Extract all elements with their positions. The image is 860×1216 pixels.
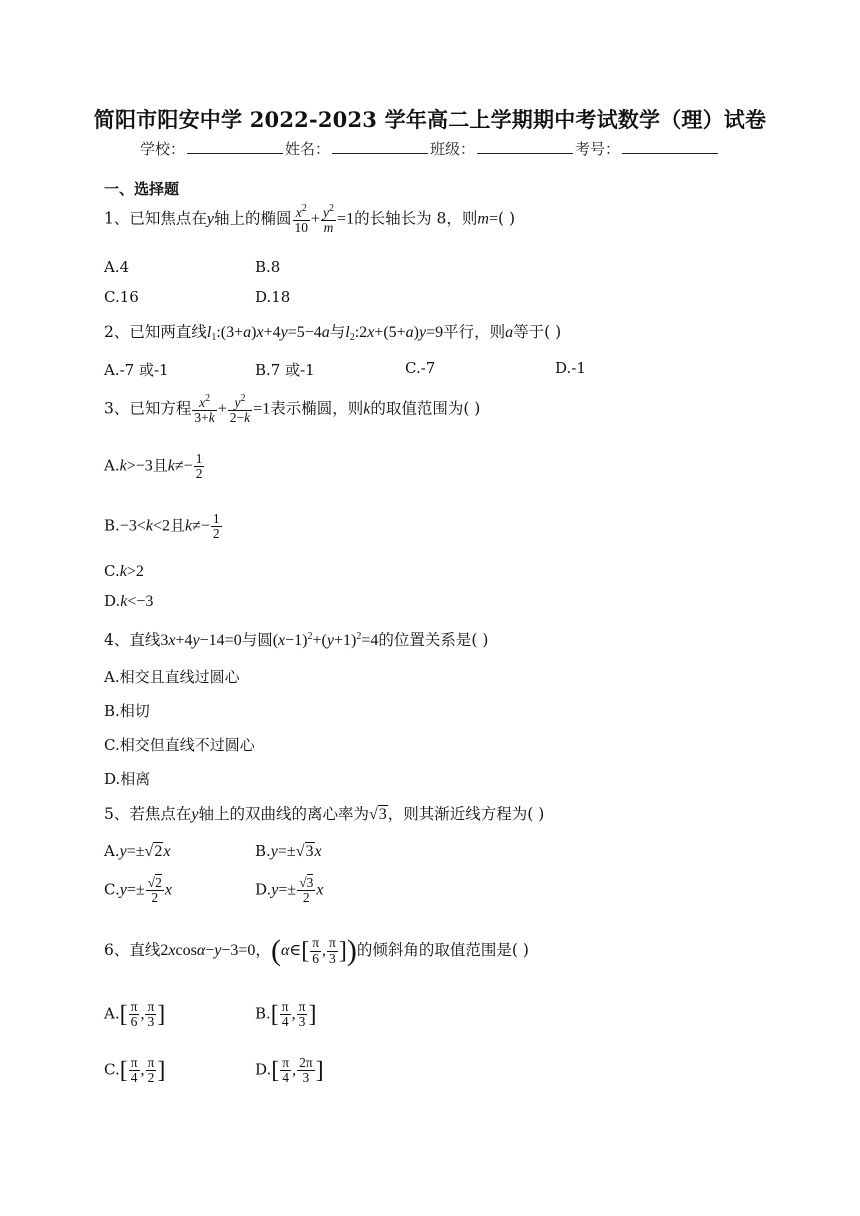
class-blank[interactable] xyxy=(477,139,573,154)
math-expression: 3x+4y−14=0 xyxy=(160,632,242,649)
option-c[interactable]: C.y=± $\frac{√2}{2}$ x xyxy=(104,875,172,906)
question-number: 5、 xyxy=(104,805,130,823)
stem-text: ， xyxy=(255,941,271,959)
and-text: 且 xyxy=(169,516,185,535)
exam-no-blank[interactable] xyxy=(622,139,718,154)
school-blank[interactable] xyxy=(187,139,283,154)
math-sqrt: √3 xyxy=(369,806,387,823)
option-d[interactable]: D.相离 xyxy=(104,770,151,788)
math-fraction: $\frac{1}{2}$ xyxy=(212,511,220,542)
question-number: 4、 xyxy=(104,631,130,649)
stem-variable: a xyxy=(505,324,514,341)
student-info-line xyxy=(0,138,860,159)
math-fraction: $\frac{\pi}{3}$ xyxy=(147,999,155,1030)
stem-text: 平行，则 xyxy=(443,323,506,341)
question-number: 1、 xyxy=(104,209,130,228)
option-b[interactable]: B.y=±√3x xyxy=(255,842,322,860)
school-label: 学校： xyxy=(139,140,185,158)
stem-text: 已知方程 xyxy=(129,399,192,418)
option-c[interactable]: C.-7 xyxy=(405,359,436,377)
option-c[interactable]: C.[ $\frac{\pi}{4}$ , $\frac{\pi}{2}$ ] xyxy=(104,1055,166,1086)
option-b[interactable]: B.[ $\frac{\pi}{4}$ , $\frac{\pi}{3}$ ] xyxy=(255,999,317,1030)
stem-text: 与 xyxy=(329,323,346,341)
option-d[interactable]: D.18 xyxy=(255,288,291,306)
question-number: 2、 xyxy=(104,323,130,341)
math-fraction: $\frac{y^2}{2-k}$ xyxy=(229,393,251,426)
stem-text: 的倾斜角的取值范围是( ) xyxy=(356,941,529,959)
option-d[interactable]: D.-1 xyxy=(555,359,586,377)
math-fraction: $\frac{\pi}{4}$ xyxy=(281,999,289,1030)
option-letter: A. xyxy=(104,1004,120,1023)
option-b[interactable]: B.−3<k<2且k≠− $\frac{1}{2}$ xyxy=(104,511,220,542)
exam-title: 简阳市阳安中学 2022-2023 学年高二上学期期中考试数学（理）试卷 xyxy=(93,107,767,132)
math-fraction: $\frac{x^2}{3+k}$ xyxy=(194,393,215,426)
option-letter: B. xyxy=(255,1004,271,1023)
math-fraction: $\frac{\pi}{6}$ xyxy=(312,935,320,966)
name-blank[interactable] xyxy=(332,139,428,154)
stem-text: 直线 xyxy=(129,941,161,959)
stem-text: 等于( ) xyxy=(513,323,562,341)
section-title: 一、选择题 xyxy=(104,180,180,198)
math-fraction: $\frac{\pi}{3}$ xyxy=(329,935,336,966)
option-letter: C. xyxy=(104,1060,120,1079)
math-fraction: $\frac{\pi}{6}$ xyxy=(130,999,138,1030)
math-fraction: $\frac{2\pi}{3}$ xyxy=(299,1055,313,1086)
option-a[interactable]: A.y=±√2x xyxy=(104,842,171,860)
math-expression: $l_1:(3+a)x+4y=5-4a$ xyxy=(206,324,330,343)
question-4 xyxy=(104,628,488,650)
option-b[interactable]: B.8 xyxy=(255,258,281,276)
option-a[interactable]: A.-7 或-1 xyxy=(104,361,169,379)
question-2 xyxy=(104,320,561,343)
option-b[interactable]: B.相切 xyxy=(104,702,150,720)
option-c[interactable]: C.k>2 xyxy=(104,562,144,580)
option-d[interactable]: D.[ $\frac{\pi}{4}$ , $\frac{2\pi}{3}$ ] xyxy=(255,1055,324,1086)
math-fraction: $\frac{\pi}{3}$ xyxy=(298,999,306,1030)
math-expression: $(x-1)^2+(y+1)^2=4$ xyxy=(272,631,379,649)
stem-text: ，则其渐近线方程为( ) xyxy=(387,805,545,823)
option-letter: C. xyxy=(104,880,120,899)
math-fraction: $\frac{√3}{2}$ xyxy=(299,875,314,906)
stem-variable: k xyxy=(363,400,371,418)
math-fraction: $\frac{\pi}{4}$ xyxy=(282,1055,290,1086)
math-expression: 2xcosα−y−3=0 xyxy=(160,942,256,959)
stem-text: 表示椭圆，则 xyxy=(270,399,364,418)
stem-text: 轴上的双曲线的离心率为 xyxy=(198,805,370,823)
question-number: 6、 xyxy=(104,941,130,959)
option-letter: D. xyxy=(255,880,272,899)
stem-text: 轴上的椭圆 xyxy=(214,209,292,228)
stem-text: 的长轴长为 8，则 xyxy=(354,209,478,228)
option-c[interactable]: C.16 xyxy=(104,288,139,306)
stem-text: 与圆 xyxy=(241,631,273,649)
stem-text: 的取值范围为( ) xyxy=(370,399,481,418)
question-1: 1、已知焦点在y轴上的椭圆 $\frac{x^2}{10}$ + $\frac{y^2}{m}$ =1的长轴长为 8，则m=( ) xyxy=(104,203,515,236)
stem-text: 已知焦点在 xyxy=(129,209,207,228)
stem-variable: y xyxy=(206,210,214,228)
exam-no-label: 考号： xyxy=(575,140,621,158)
option-a[interactable]: A.4 xyxy=(104,258,130,276)
option-d[interactable]: D.y=± $\frac{√3}{2}$ x xyxy=(255,875,324,906)
option-letter: A. xyxy=(104,456,120,475)
option-letter: D. xyxy=(104,592,121,610)
math-fraction: $\frac{1}{2}$ xyxy=(195,451,203,482)
question-3: 3、已知方程 $\frac{x^2}{3+k}$ + $\frac{y^2}{2-k}$ =1表示椭圆，则k的取值范围为( ) xyxy=(104,393,481,426)
option-letter: B. xyxy=(255,842,271,860)
stem-text: 已知两直线 xyxy=(129,323,207,341)
question-number: 3、 xyxy=(104,399,130,418)
stem-text: 直线 xyxy=(129,631,161,649)
option-a[interactable]: A.[ $\frac{\pi}{6}$ , $\frac{\pi}{3}$ ] xyxy=(104,999,166,1030)
math-fraction: $\frac{\pi}{2}$ xyxy=(147,1055,155,1086)
class-label: 班级： xyxy=(430,140,476,158)
question-6: 6、直线2xcosα−y−3=0，(α∈[ $\frac{\pi}{6}$ , $\frac{\pi}{3}$ ])的倾斜角的取值范围是( ) xyxy=(104,934,529,967)
option-d[interactable]: D.k<−3 xyxy=(104,592,154,610)
math-expression: $l_2:2x+(5+a)y=9$ xyxy=(345,324,444,343)
stem-text: 的位置关系是( ) xyxy=(378,631,489,649)
option-letter: C. xyxy=(104,562,120,580)
math-fraction: $\frac{y^2}{m}$ xyxy=(323,203,335,236)
answer-paren: ( ) xyxy=(497,209,515,228)
math-fraction: $\frac{\pi}{4}$ xyxy=(130,1055,138,1086)
name-label: 姓名： xyxy=(284,140,330,158)
question-5 xyxy=(104,802,544,824)
option-c[interactable]: C.相交但直线不过圆心 xyxy=(104,736,255,754)
option-letter: A. xyxy=(104,842,120,860)
option-letter: B. xyxy=(104,516,120,535)
math-fraction: $\frac{√2}{2}$ xyxy=(147,875,162,906)
math-fraction: $\frac{x^2}{10}$ xyxy=(294,203,309,236)
option-a[interactable]: A.k>−3且k≠− $\frac{1}{2}$ xyxy=(104,451,203,482)
stem-text: 若焦点在 xyxy=(129,805,192,823)
option-letter: D. xyxy=(255,1060,272,1079)
option-a[interactable]: A.相交且直线过圆心 xyxy=(104,668,240,686)
option-b[interactable]: B.7 或-1 xyxy=(255,361,315,379)
stem-variable: y xyxy=(191,806,199,823)
and-text: 且 xyxy=(152,456,168,475)
